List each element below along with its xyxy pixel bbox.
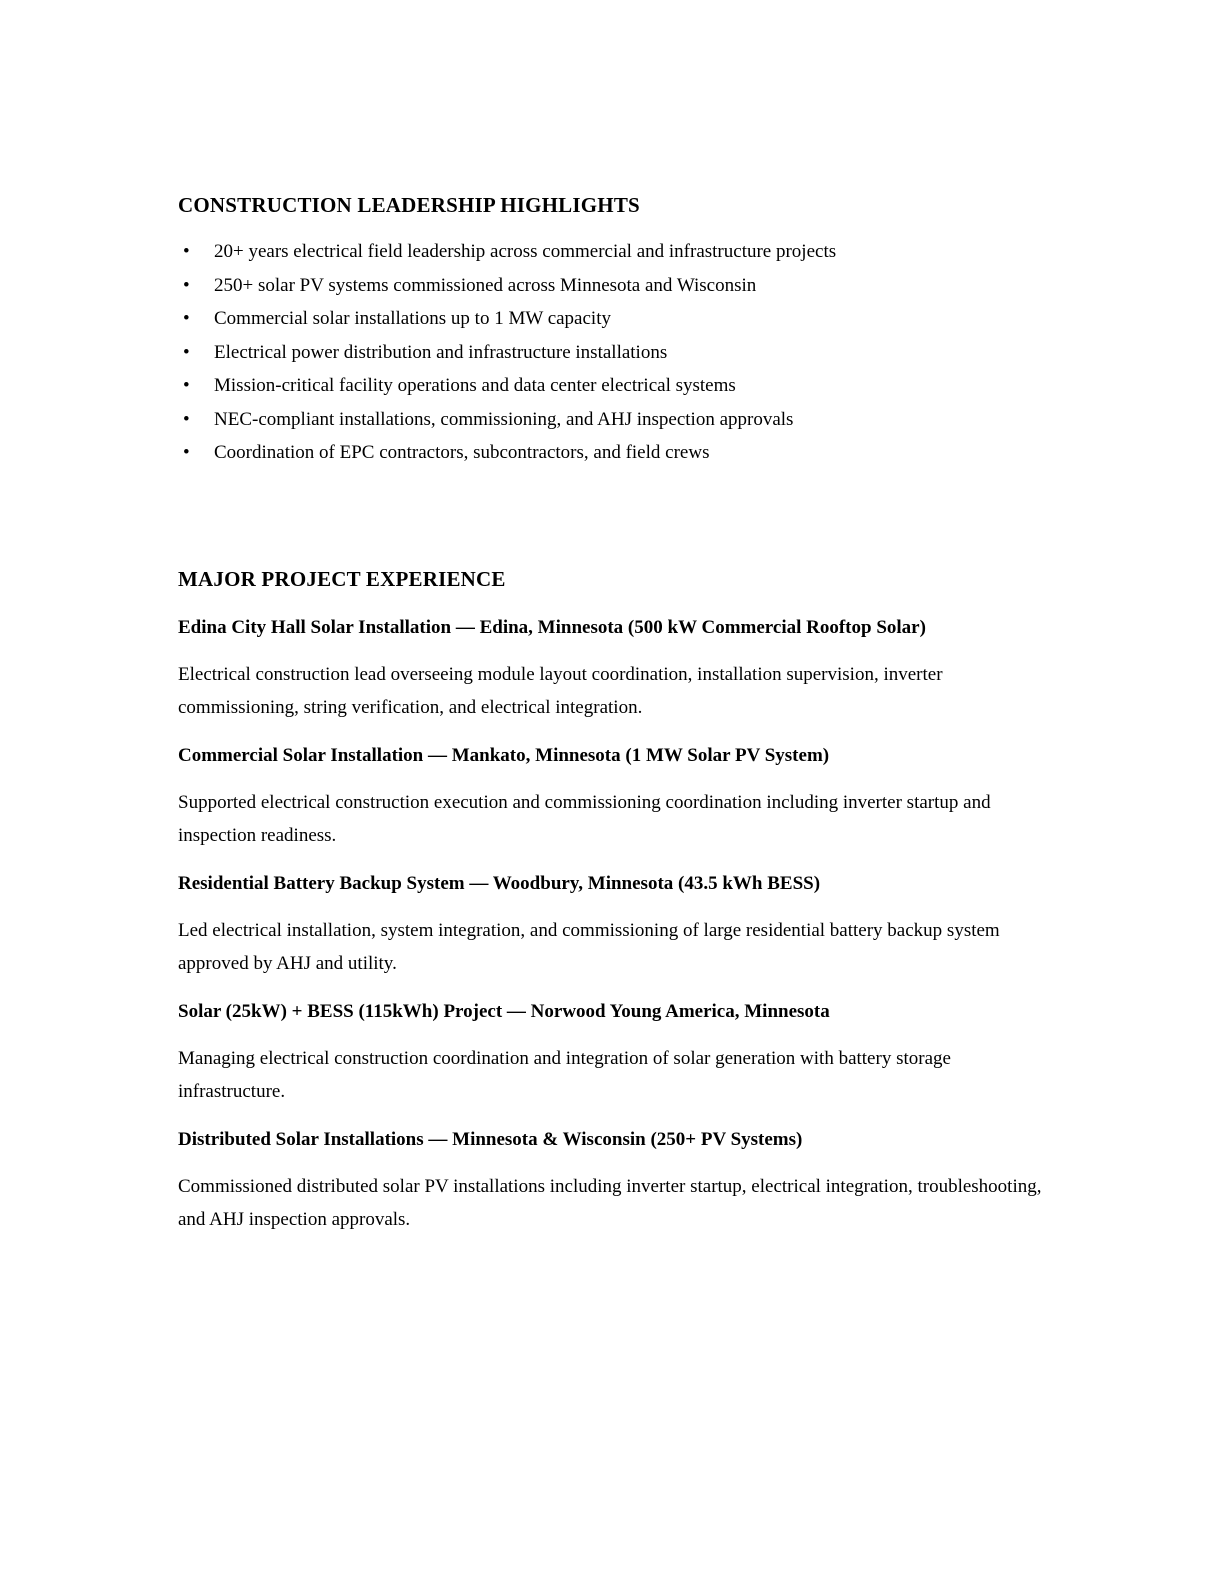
project-heading: Solar (25kW) + BESS (115kWh) Project — Norwood Young America, Minnesota <box>178 1000 830 1022</box>
project-heading: Distributed Solar Installations — Minnesota & Wisconsin (250+ PV Systems) <box>178 1128 803 1150</box>
project-heading: Residential Battery Backup System — Woodbury, Minnesota (43.5 kWh BESS) <box>178 872 821 894</box>
highlight-bullet-item: • Commercial solar installations up to 1 MW capacity <box>178 302 1044 336</box>
highlight-bullet-item: • 250+ solar PV systems commissioned across Minnesota and Wisconsin <box>178 269 1044 303</box>
project-description: Commissioned distributed solar PV installations including inverter startup, electrical integration, troubleshooting, and AHJ inspection approvals. <box>178 1175 1042 1230</box>
highlight-bullet-item: • Coordination of EPC contractors, subcontractors, and field crews <box>178 436 1044 470</box>
highlight-bullet-item: • 20+ years electrical field leadership across commercial and infrastructure projects <box>178 235 1044 269</box>
highlight-bullet-item: • Mission-critical facility operations and data center electrical systems <box>178 369 1044 403</box>
project-description: Supported electrical construction execution and commissioning coordination including inverter startup and inspection readiness. <box>178 791 991 846</box>
projects-list <box>178 611 1044 1236</box>
project-description: Managing electrical construction coordination and integration of solar generation with battery storage infrastructure. <box>178 1047 951 1102</box>
project-heading: Edina City Hall Solar Installation — Edina, Minnesota (500 kW Commercial Rooftop Solar) <box>178 616 926 638</box>
project-description: Electrical construction lead overseeing module layout coordination, installation supervision, inverter commissioning, string verification, and electrical integration. <box>178 663 943 718</box>
section-title-major-project-experience: MAJOR PROJECT EXPERIENCE <box>178 566 506 591</box>
highlight-bullet-item: • NEC-compliant installations, commissioning, and AHJ inspection approvals <box>178 403 1044 437</box>
project-heading: Commercial Solar Installation — Mankato, Minnesota (1 MW Solar PV System) <box>178 744 830 766</box>
project-description: Led electrical installation, system integration, and commissioning of large residential battery backup system approved by AHJ and utility. <box>178 919 1000 974</box>
section-title-construction-leadership-highlights: CONSTRUCTION LEADERSHIP HIGHLIGHTS <box>178 193 640 217</box>
highlight-bullet-item: • Electrical power distribution and infrastructure installations <box>178 336 1044 370</box>
highlights-bullet-list <box>178 235 1044 470</box>
